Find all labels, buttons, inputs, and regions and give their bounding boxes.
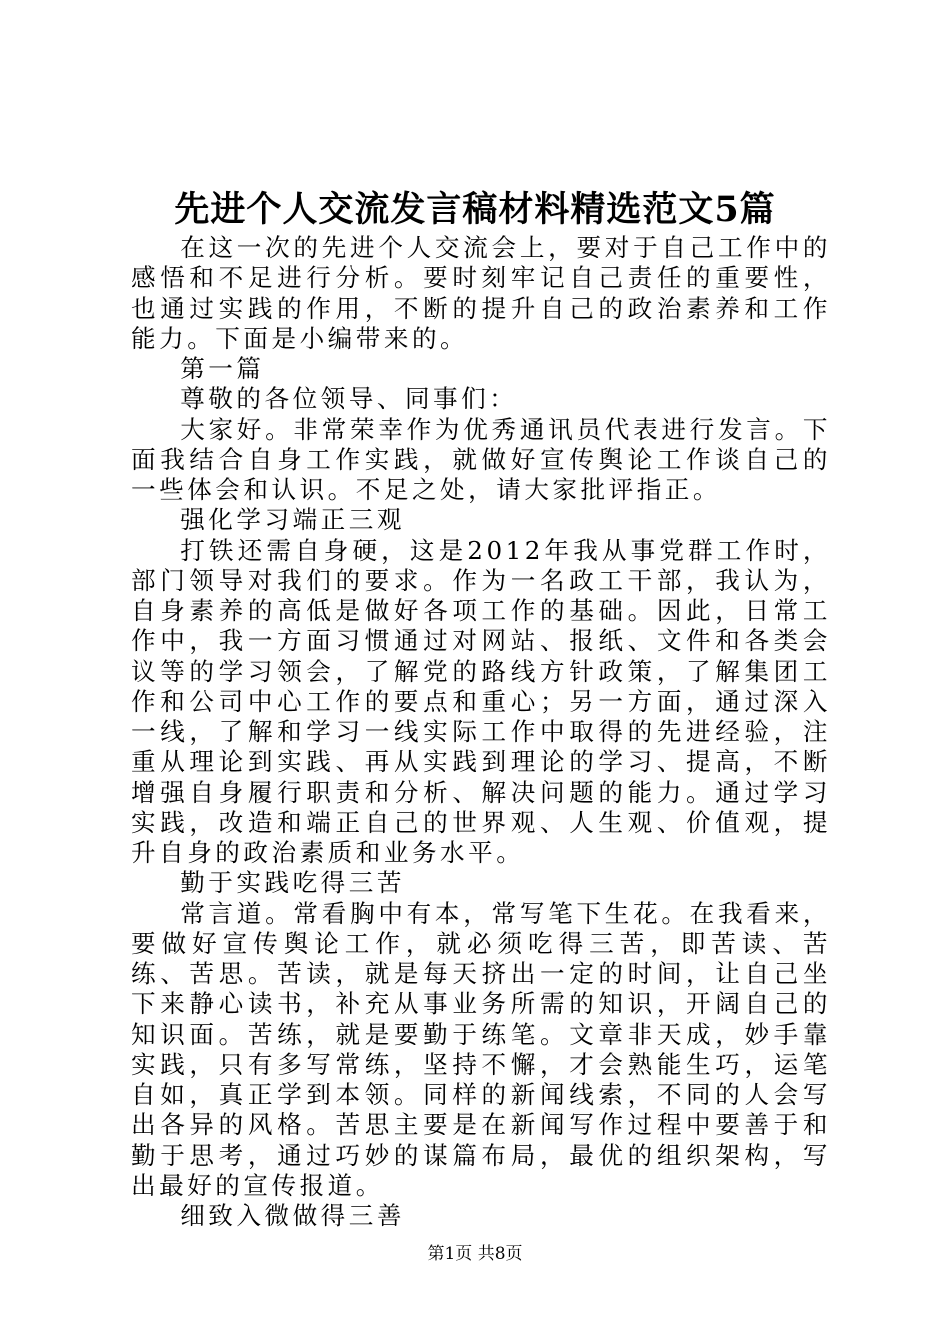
intro-paragraph: 在这一次的先进个人交流会上，要对于自己工作中的感悟和不足进行分析。要时刻牢记自己责任的重要性，也通过实践的作用，不断的提升自己的政治素养和工作能力。下面是小编带来的。 (131, 233, 831, 353)
section-heading-first: 第一篇 (180, 354, 265, 383)
subheading-study: 强化学习端正三观 (180, 505, 405, 535)
subheading-detail: 细致入微做得三善 (180, 1201, 405, 1230)
page-number: 第1页 共8页 (427, 1244, 523, 1264)
subheading-practice: 勤于实践吃得三苦 (180, 868, 405, 898)
study-paragraph: 打铁还需自身硬，这是2012年我从事党群工作时，部门领导对我们的要求。作为一名政工干部，我认为，自身素养的高低是做好各项工作的基础。因此，日常工作中，我一方面习惯通过对网站、报纸、文件和各类会议等的学习领会，了解党的路线方针政策，了解集团工作和公司中心工作的要点和重心；另一方面，通过深入一线，了解和学习一线实际工作中取得的先进经验，注重从理论到实践、再从实践到理论的学习、提高，不断增强自身履行职责和分析、解决问题的能力。通过学习实践，改造和端正自己的世界观、人生观、价值观，提升自身的政治素质和业务水平。 (131, 535, 831, 867)
practice-paragraph: 常言道。常看胸中有本，常写笔下生花。在我看来，要做好宣传舆论工作，就必须吃得三苦，即苦读、苦练、苦思。苦读，就是每天挤出一定的时间，让自己坐下来静心读书，补充从事业务所需的知识，开阔自己的知识面。苦练，就是要勤于练笔。文章非天成，妙手靠实践，只有多写常练，坚持不懈，才会熟能生巧，运笔自如，真正学到本领。同样的新闻线索，不同的人会写出各异的风格。苦思主要是在新闻写作过程中要善于和勤于思考，通过巧妙的谋篇布局，最优的组织架构，写出最好的宣传报道。 (131, 898, 831, 1200)
salutation: 尊敬的各位领导、同事们： (180, 384, 518, 414)
document-title: 先进个人交流发言稿材料精选范文5篇 (174, 189, 776, 230)
document-body (131, 233, 831, 1231)
opening-paragraph: 大家好。非常荣幸作为优秀通讯员代表进行发言。下面我结合自身工作实践，就做好宣传舆论工作谈自己的一些体会和认识。不足之处，请大家批评指正。 (131, 414, 831, 504)
